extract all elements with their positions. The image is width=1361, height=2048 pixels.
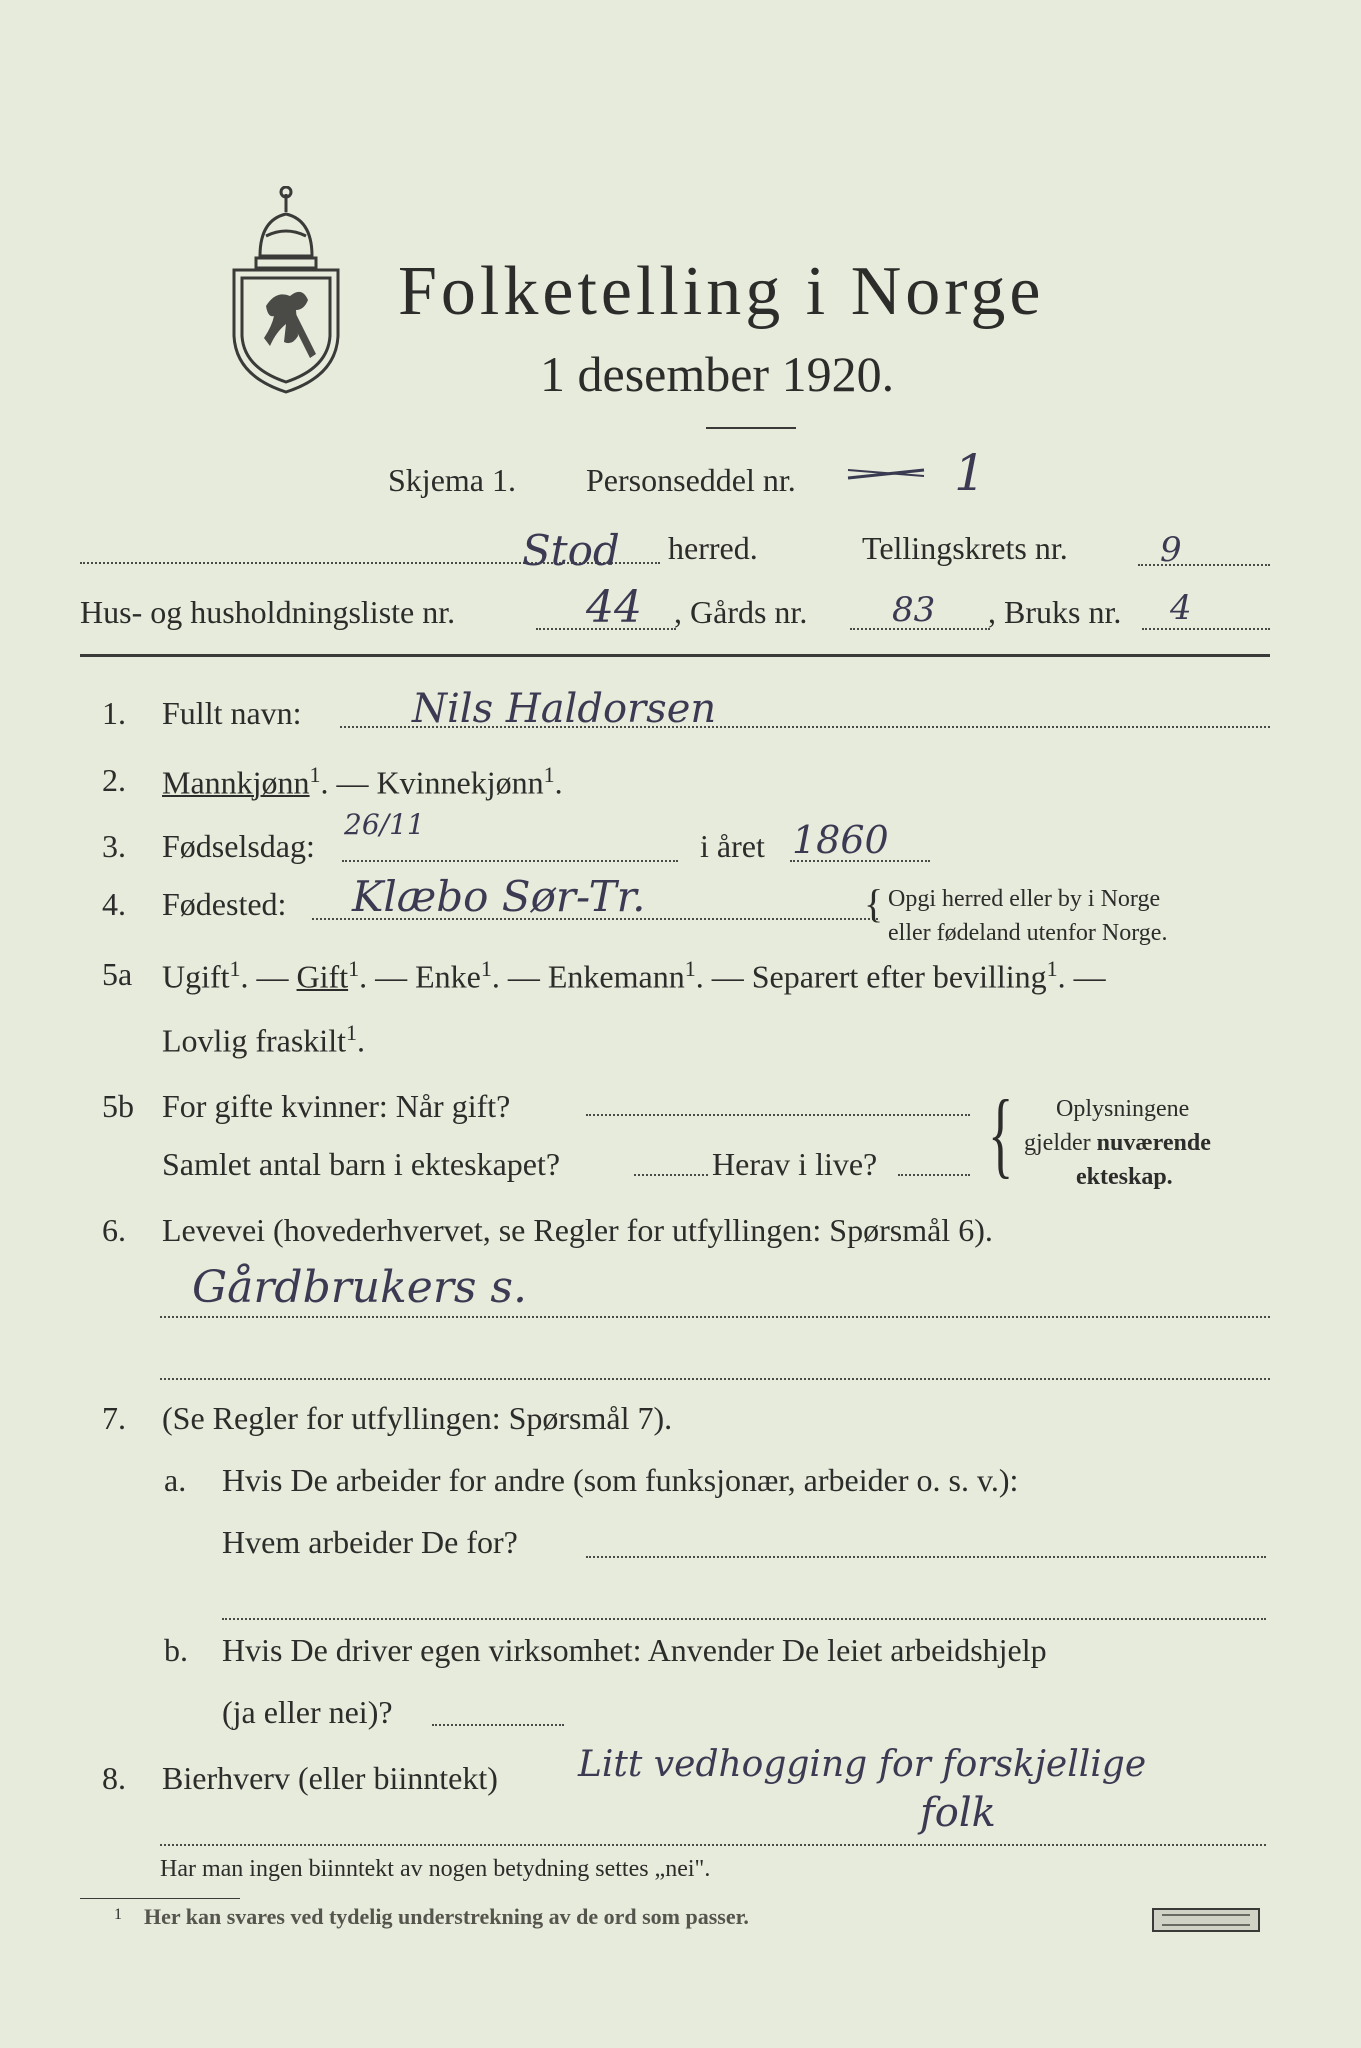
printer-stamp — [1152, 1908, 1260, 1932]
q5b-label-2: Samlet antal barn i ekteskapet? — [162, 1146, 561, 1182]
q7-num: 7. — [102, 1400, 126, 1436]
q4-num: 4. — [102, 886, 126, 922]
q5b-num: 5b — [102, 1088, 134, 1124]
tellingskrets-label: Tellingskrets nr. — [862, 530, 1068, 566]
q3-date-line — [342, 860, 678, 862]
form-title: Folketelling i Norge — [398, 253, 1045, 330]
q5b-note-3: ekteskap. — [1076, 1164, 1173, 1190]
q5b-label-1: For gifte kvinner: Når gift? — [162, 1088, 511, 1124]
q6-num: 6. — [102, 1212, 126, 1248]
q8-label: Bierhverv (eller biinntekt) — [162, 1760, 498, 1796]
q7b-question: (ja eller nei)? — [222, 1694, 393, 1730]
q8-num: 8. — [102, 1760, 126, 1796]
q8-value-1: Litt vedhogging for forskjellige — [578, 1744, 1147, 1785]
footnote-rule — [80, 1898, 240, 1899]
q5b-note-2: gjelder nuværende — [1024, 1130, 1211, 1156]
footnote-text: Her kan svares ved tydelig understrekning av de ord som passer. — [144, 1904, 749, 1929]
q2-text: Mannkjønn$^1$. — Kvinnekjønn$^1$. — [162, 762, 563, 801]
bruks-value: 4 — [1170, 588, 1192, 628]
personseddel-value: 1 — [954, 444, 986, 502]
q7a-line-2 — [222, 1618, 1266, 1620]
q7-label: (Se Regler for utfyllingen: Spørsmål 7). — [162, 1400, 673, 1436]
q3-aret-value: 1860 — [792, 818, 889, 862]
q4-brace: { — [864, 881, 884, 926]
q5a-num: 5a — [102, 956, 133, 992]
form-date: 1 desember 1920. — [540, 346, 895, 402]
q6-label: Levevei (hovederhvervet, se Regler for utfyllingen: Spørsmål 6). — [162, 1212, 993, 1248]
q4-value: Klæbo Sør-Tr. — [352, 872, 646, 921]
title-divider — [706, 427, 796, 429]
herred-label: herred. — [668, 530, 758, 566]
bruks-line — [1142, 628, 1270, 630]
gards-value: 83 — [892, 590, 936, 630]
tellingskrets-line — [1138, 564, 1270, 566]
q5b-label-3: Herav i live? — [712, 1146, 878, 1182]
q7a-line-1 — [586, 1556, 1266, 1558]
q7a-num: a. — [164, 1462, 187, 1498]
tellingskrets-value: 9 — [1160, 530, 1182, 570]
q6-line-1 — [160, 1316, 1270, 1318]
q5a-line1: Ugift$^1$. — Gift$^1$. — Enke$^1$. — Enkemann$^1$. — Separert efter bevilling$^1$. — — [162, 956, 1106, 995]
q1-num: 1. — [102, 695, 126, 731]
q4-note-2: eller fødeland utenfor Norge. — [888, 920, 1168, 946]
q7b-text: Hvis De driver egen virksomhet: Anvender De leiet arbeidshjelp — [222, 1632, 1047, 1668]
q7a-text: Hvis De arbeider for andre (som funksjonær, arbeider o. s. v.): — [222, 1462, 1019, 1498]
footer-note: Har man ingen biinntekt av nogen betydning settes „nei". — [160, 1856, 711, 1882]
q1-label: Fullt navn: — [162, 695, 302, 731]
footnote-mark: 1 — [114, 1906, 122, 1923]
q4-label: Fødested: — [162, 886, 287, 922]
schema-label: Skjema 1. — [388, 462, 516, 498]
q5b-note-1: Oplysningene — [1056, 1096, 1190, 1122]
header-rule — [80, 654, 1270, 657]
hus-label: Hus- og husholdningsliste nr. — [80, 594, 456, 630]
q7b-line — [432, 1724, 564, 1726]
q6-line-2 — [160, 1378, 1270, 1380]
herred-value: Stod — [522, 526, 620, 575]
q4-note-1: Opgi herred eller by i Norge — [888, 886, 1161, 912]
q5b-brace: { — [988, 1080, 1014, 1187]
q8-line — [160, 1844, 1266, 1846]
q2-num: 2. — [102, 762, 126, 798]
q8-value-2: folk — [920, 1790, 996, 1836]
q3-value: 26/11 — [344, 808, 425, 841]
hus-value: 44 — [586, 582, 642, 633]
q5a-line2: Lovlig fraskilt$^1$. — [162, 1020, 365, 1059]
q5b-line-2 — [634, 1174, 708, 1176]
q7a-question: Hvem arbeider De for? — [222, 1524, 518, 1560]
q5b-line-3 — [898, 1174, 970, 1176]
struck-number — [838, 456, 934, 490]
q5b-line-1 — [586, 1114, 970, 1116]
personseddel-label: Personseddel nr. — [586, 462, 796, 498]
coat-of-arms-icon — [226, 186, 346, 396]
q7b-num: b. — [164, 1632, 188, 1668]
gards-label: , Gårds nr. — [674, 594, 808, 630]
q6-value: Gårdbrukers s. — [192, 1262, 527, 1313]
q1-value: Nils Haldorsen — [412, 686, 717, 732]
q3-label: Fødselsdag: — [162, 828, 315, 864]
bruks-label: , Bruks nr. — [988, 594, 1122, 630]
q3-aret-label: i året — [700, 828, 765, 864]
q3-num: 3. — [102, 828, 126, 864]
